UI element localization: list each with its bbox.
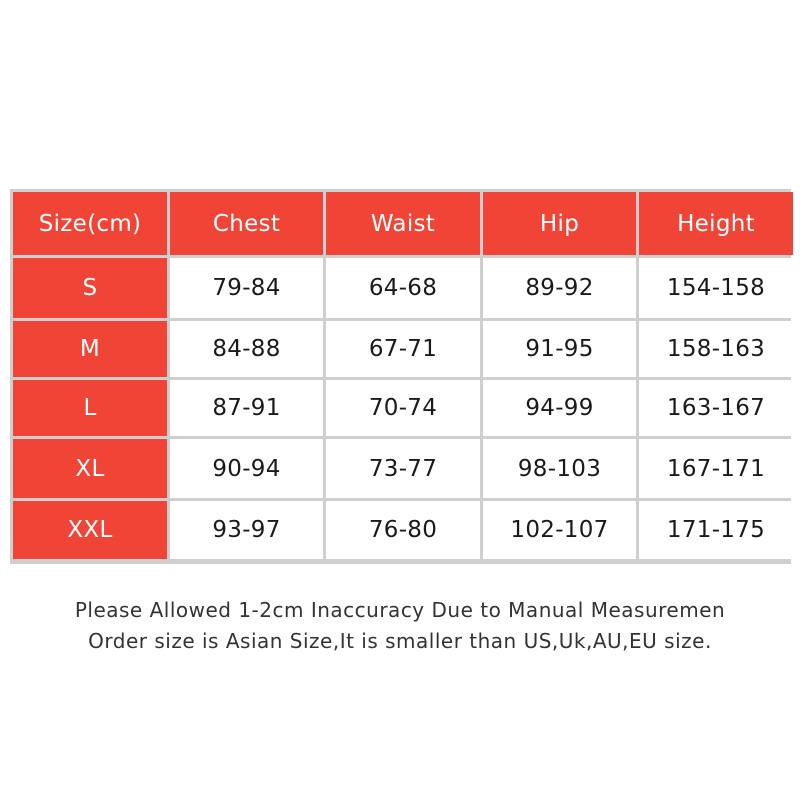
waist-value: 70-74 [326,380,480,436]
header-size: Size(cm) [13,192,167,255]
chest-value: 87-91 [170,380,323,436]
hip-value: 91-95 [483,321,636,377]
size-label: L [13,380,167,436]
hip-value: 102-107 [483,501,636,559]
waist-value: 64-68 [326,258,480,318]
size-note: Order size is Asian Size,It is smaller than US,Uk,AU,EU size. [88,629,712,653]
height-value: 171-175 [639,501,793,559]
header-waist: Waist [326,192,480,255]
height-value: 158-163 [639,321,793,377]
chest-value: 90-94 [170,439,323,498]
measurement-note: Please Allowed 1-2cm Inaccuracy Due to Manual Measuremen [74,598,726,622]
hip-value: 98-103 [483,439,636,498]
chest-value: 84-88 [170,321,323,377]
waist-value: 73-77 [326,439,480,498]
size-label: XXL [13,501,167,559]
header-chest: Chest [170,192,323,255]
header-hip: Hip [483,192,636,255]
header-height: Height [639,192,793,255]
size-chart-table [10,189,791,564]
hip-value: 94-99 [483,380,636,436]
height-value: 167-171 [639,439,793,498]
height-value: 154-158 [639,258,793,318]
hip-value: 89-92 [483,258,636,318]
chest-value: 93-97 [170,501,323,559]
chest-value: 79-84 [170,258,323,318]
size-label: S [13,258,167,318]
size-label: XL [13,439,167,498]
size-label: M [13,321,167,377]
waist-value: 76-80 [326,501,480,559]
height-value: 163-167 [639,380,793,436]
waist-value: 67-71 [326,321,480,377]
